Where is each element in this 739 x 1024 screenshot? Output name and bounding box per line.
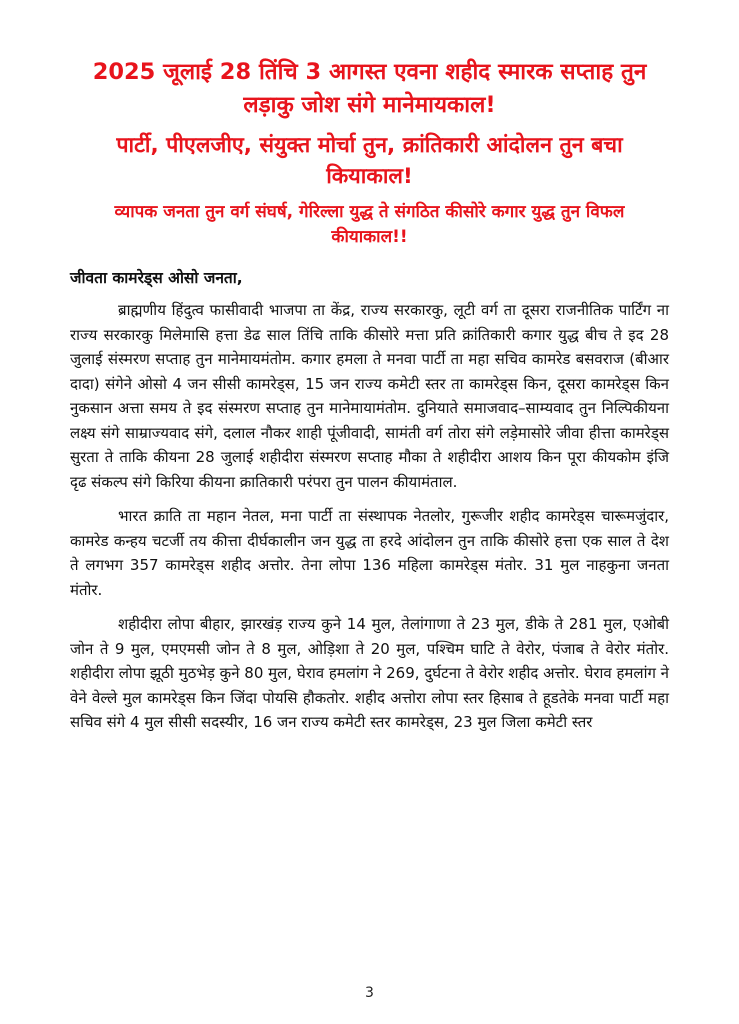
salutation: जीवता कामरेड्स ओसो जनता, bbox=[70, 269, 243, 287]
body-paragraph-3: शहीदीरा लोपा बीहार, झारखंड़ राज्य कुने 14 मुल, तेलांगाणा ते 23 मुल, डीके ते 281 मुल, एओबी जोन ते 9 मुल, एमएमसी जोन ते 8 मुल, ओड़िशा ते 20 मुल, पश्चिम घाटि ते वेरोर, पंजाब ते वेरोर मंतोर. शहीदीरा लोपा झूठी मुठभेड़ कुने 80 मुल, घेराव हमलांग ने 269, दुर्घटना ते वेरोर शहीद अत्तोर. घेराव हमलांग ने वेने वेल्ले मुल कामरेड्स किन जिंदा पोयसि हौकतोर. शहीद अत्तोरा लोपा स्तर हिसाब ते हूडतेके मनवा पार्टी महा सचिव संगे 4 मुल सीसी सदस्यीर, 16 जन राज्य कमेटी स्तर कामरेड्स, 23 मुल जिला कमेटी स्तर bbox=[70, 615, 669, 731]
sub-heading-masses: व्यापक जनता तुन वर्ग संघर्ष, गेरिल्ला युद्ध ते संगठित कीसोरे कगार युद्ध तुन विफल कीयाकाल!! bbox=[114, 202, 625, 247]
main-heading: 2025 जूलाई 28 तिंचि 3 आगस्त एवना शहीद स्मारक सप्ताह तुन लड़ाकु जोश संगे मानेमायकाल! bbox=[92, 59, 647, 118]
sub-heading-party: पार्टी, पीएलजीए, संयुक्त मोर्चा तुन, क्रांतिकारी आंदोलन तुन बचा कियाकाल! bbox=[116, 133, 623, 189]
page-number: 3 bbox=[365, 985, 374, 1001]
body-paragraph-2: भारत क्राति ता महान नेतल, मना पार्टी ता संस्थापक नेतलोर, गुरूजीर शहीद कामरेड्स चारूमजुंदार, कामरेड कन्हय चटर्जी तय कीत्ता दीर्घकालीन जन युद्ध ता हरदे आंदोलन तुन ताकि कीसोरे हत्ता एक साल ते देश ते लगभग 357 कामरेड्स शहीद अत्तोर. तेना लोपा 136 महिला कामरेड्स मंतोर. 31 मुल नाहकुना जनता मंतोर. bbox=[70, 507, 669, 599]
body-paragraph-1: ब्राह्मणीय हिंदुत्व फासीवादी भाजपा ता केंद्र, राज्य सरकारकु, लूटी वर्ग ता दूसरा राजनीतिक पार्टिंग ना राज्य सरकारकु मिलेमासि हत्ता डेढ साल तिंचि ताकि कीसोरे मत्ता प्रति क्रांतिकारी कगार युद्ध बीच ते इद 28 जुलाई संस्मरण सप्ताह तुन मानेमायमंतोम. कगार हमला ते मनवा पार्टी ता महा सचिव कामरेड बसवराज (बीआर दादा) संगेने ओसो 4 जन सीसी कामरेड्स, 15 जन राज्य कमेटी स्तर ता कामरेड्स किन, दूसरा कामरेड्स किन नुकसान अत्ता समय ते इद संस्मरण सप्ताह तुन मानेमायामंतोम. दुनियाते समाजवाद–साम्यवाद तुन निल्पिकीयना लक्ष्य संगे साम्राज्यवाद संगे, दलाल नौकर शाही पूंजीवादी, सामंती वर्ग तोरा संगे लड़ेमासोरे जीवा हीत्ता कामरेड्स सुरता ते ताकि कीयना 28 जुलाई शहीदीरा संस्मरण सप्ताह मौका ते शहीदीरा आशय किन पूरा कीयकोम इंजि दृढ संकल्प संगे किरिया कीयना क्रातिकारी परंपरा तुन पालन कीयामंताल. bbox=[70, 301, 669, 491]
